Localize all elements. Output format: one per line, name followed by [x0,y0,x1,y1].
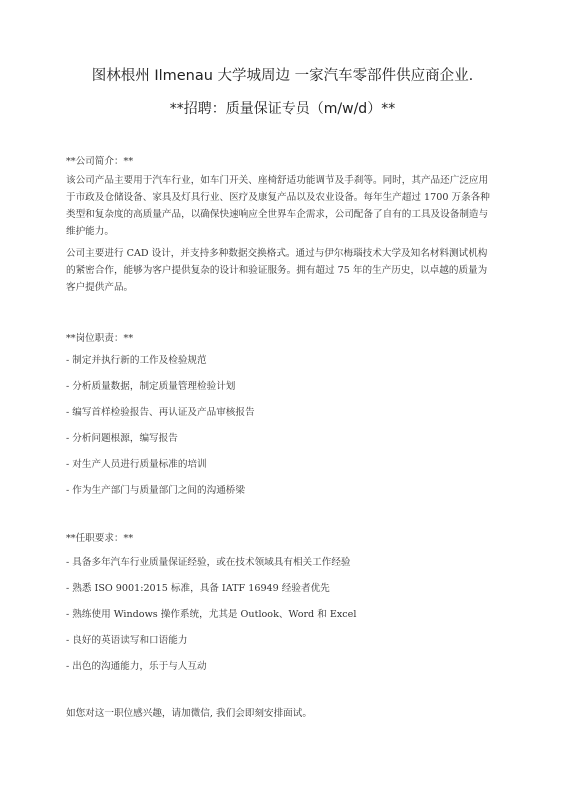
duty-item: - 作为生产部门与质量部门之间的沟通桥梁 [66,485,245,496]
requirement-item: - 出色的沟通能力，乐于与人互动 [66,661,207,672]
requirement-item: - 熟练使用 Windows 操作系统，尤其是 Outlook、Word 和 Excel [66,609,357,620]
duty-item: - 分析问题根源，编写报告 [66,433,178,444]
requirement-item: - 良好的英语读写和口语能力 [66,635,188,646]
duty-item: - 制定并执行新的工作及检验规范 [66,355,207,366]
requirements-heading: **任职要求：** [66,533,134,544]
requirement-item: - 熟悉 ISO 9001:2015 标准，具备 IATF 16949 经验者优先 [66,583,330,594]
requirement-item: - 具备多年汽车行业质量保证经验，或在技术领域具有相关工作经验 [66,557,351,568]
duties-heading: **岗位职责：** [66,333,134,344]
job-title: **招聘：质量保证专员（m/w/d）** [169,101,396,117]
closing-text: 如您对这一职位感兴趣，请加微信, 我们会即刻安排面试。 [66,708,312,719]
company-intro [66,172,491,240]
duty-item: - 分析质量数据，制定质量管理检验计划 [66,381,236,392]
company-heading: **公司简介：** [66,156,134,167]
company-para-2: 公司主要进行 CAD 设计，并支持多种数据交换格式。通过与伊尔梅瑙技术大学及知名材料测试机构的紧密合作，能够为客户提供复杂的设计和验证服务。拥有超过 75 年的生产历史，以卓越的质量为客户提供产品。 [66,248,488,293]
company-para-1: 该公司产品主要用于汽车行业，如车门开关、座椅舒适功能调节及手刹等。同时，其产品还广泛应用于市政及仓储设备、家具及灯具行业、医疗及康复产品以及农业设备。每年生产超过 1700 万条各种类型和复杂度的高质量产品，以确保快速响应全世界车企需求，公司配备了自有的工具及设备制造与维护能力。 [66,175,490,237]
company-intro-2 [66,245,491,296]
duty-item: - 对生产人员进行质量标准的培训 [66,459,207,470]
page-title: 图林根州 Ilmenau 大学城周边 一家汽车零部件供应商企业. [91,68,474,84]
duty-item: - 编写首样检验报告、再认证及产品审核报告 [66,407,255,418]
